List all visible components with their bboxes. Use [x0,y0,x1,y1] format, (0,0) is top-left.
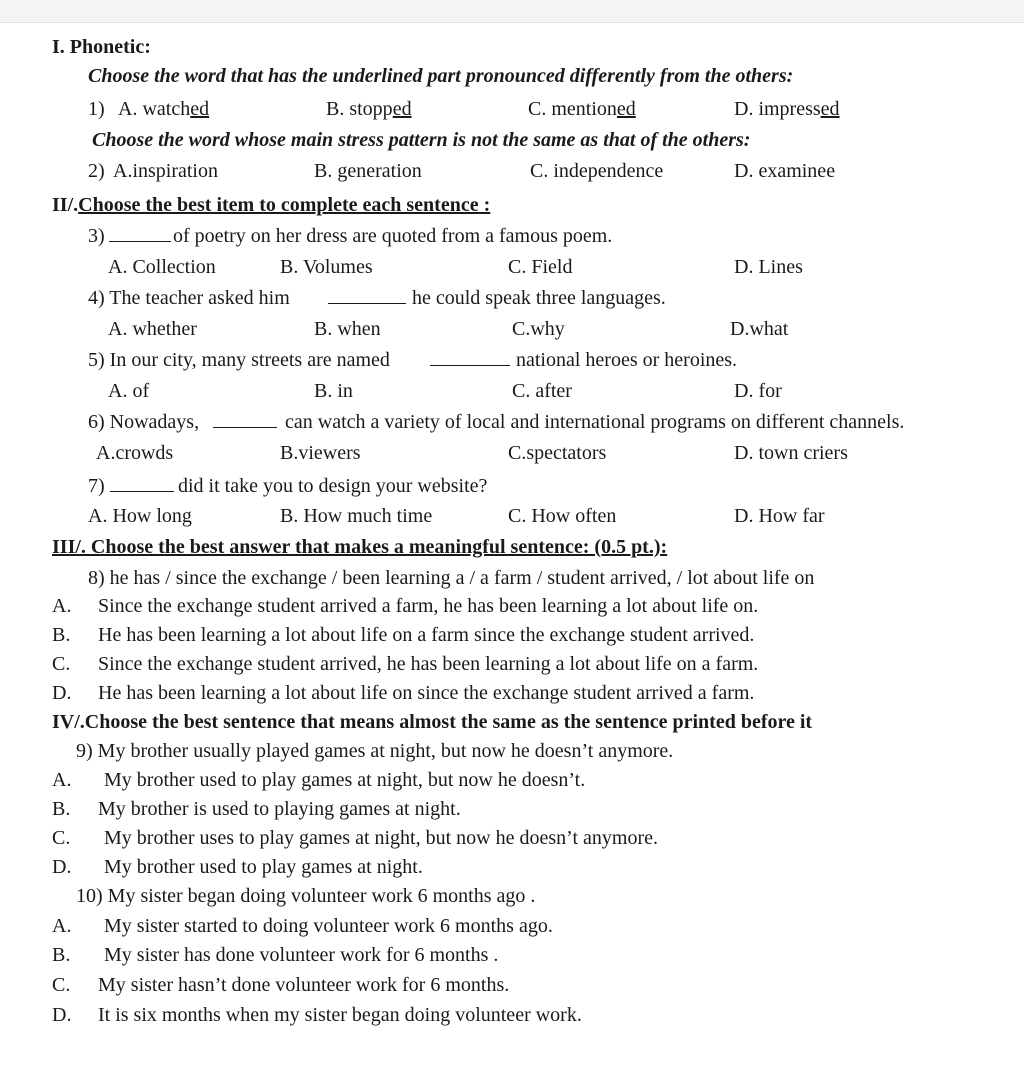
q10-prompt: 10) My sister began doing volunteer work 6 months ago . [76,885,536,907]
q8-option-d-letter: D. [52,682,72,704]
q7-option-c: C. How often [508,505,617,527]
q2-option-b: B. generation [314,160,422,182]
q1-option-c: C. mentioned [528,98,636,120]
q2-option-d: D. examinee [734,160,836,182]
q2-option-a: A.inspiration [113,160,218,182]
q8-prompt: 8) he has / since the exchange / been learning a / a farm / student arrived, / lot about life on [88,567,815,589]
q9-option-a-text: My brother used to play games at night, but now he doesn’t. [104,769,586,791]
section-2-heading: II/.Choose the best item to complete each sentence : [52,194,491,216]
q3-text: of poetry on her dress are quoted from a famous poem. [173,225,613,247]
q4-text-before: 4) The teacher asked him [88,287,290,309]
section-1-instruction-2: Choose the word whose main stress pattern is not the same as that of the others: [92,129,751,151]
q6-option-b: B.viewers [280,442,361,464]
q8-option-a-text: Since the exchange student arrived a farm, he has been learning a lot about life on. [98,595,759,617]
q3-option-a: A. Collection [108,256,216,278]
q1-option-d: D. impressed [734,98,840,120]
q5-option-d: D. for [734,380,782,402]
q4-text-after: he could speak three languages. [412,287,666,309]
q8-option-b-letter: B. [52,624,71,646]
q7-text: did it take you to design your website? [178,475,488,497]
q5-option-a: A. of [108,380,150,402]
q5-option-c: C. after [512,380,572,402]
q1-number: 1) [88,98,105,120]
q6-text-after: can watch a variety of local and international programs on different channels. [285,411,905,433]
q6-option-d: D. town criers [734,442,848,464]
q6-option-c: C.spectators [508,442,607,464]
q10-option-d-letter: D. [52,1004,72,1026]
q7-option-a: A. How long [88,505,192,527]
q2-number: 2) [88,160,105,182]
q4-option-c: C.why [512,318,565,340]
q3-option-b: B. Volumes [280,256,373,278]
q10-option-b-text: My sister has done volunteer work for 6 months . [104,944,499,966]
q7-number: 7) [88,475,105,497]
q4-option-d: D.what [730,318,789,340]
q8-option-a-letter: A. [52,595,72,617]
q6-blank [213,410,277,434]
q8-option-c-text: Since the exchange student arrived, he has been learning a lot about life on a farm. [98,653,759,675]
q3-blank [109,224,171,248]
q9-option-d-text: My brother used to play games at night. [104,856,423,878]
q8-option-c-letter: C. [52,653,71,675]
q5-blank [430,348,510,372]
q1-option-b: B. stopped [326,98,412,120]
q6-text-before: 6) Nowadays, [88,411,200,433]
q4-option-a: A. whether [108,318,197,340]
q5-text-before: 5) In our city, many streets are named [88,349,390,371]
q6-option-a: A.crowds [96,442,174,464]
q3-option-d: D. Lines [734,256,803,278]
q10-option-d-text: It is six months when my sister began doing volunteer work. [98,1004,582,1026]
section-1-heading: I. Phonetic: [52,36,151,58]
q9-option-c-letter: C. [52,827,71,849]
q9-option-c-text: My brother uses to play games at night, but now he doesn’t anymore. [104,827,658,849]
q5-option-b: B. in [314,380,353,402]
q3-number: 3) [88,225,105,247]
section-4-heading: IV/.Choose the best sentence that means almost the same as the sentence printed before it [52,711,813,733]
q1-option-a: A. watched [118,98,210,120]
q7-option-d: D. How far [734,505,825,527]
q4-blank [328,286,406,310]
q8-option-d-text: He has been learning a lot about life on since the exchange student arrived a farm. [98,682,755,704]
q10-option-c-letter: C. [52,974,71,996]
q9-option-b-text: My brother is used to playing games at night. [98,798,461,820]
q9-option-d-letter: D. [52,856,72,878]
q9-option-a-letter: A. [52,769,72,791]
q7-blank [110,474,174,498]
q9-option-b-letter: B. [52,798,71,820]
q3-option-c: C. Field [508,256,573,278]
q10-option-c-text: My sister hasn’t done volunteer work for 6 months. [98,974,510,996]
q10-option-a-letter: A. [52,915,72,937]
q7-option-b: B. How much time [280,505,433,527]
section-1-instruction-1: Choose the word that has the underlined part pronounced differently from the others: [88,65,794,87]
section-3-heading: III/. Choose the best answer that makes a meaningful sentence: (0.5 pt.): [52,536,668,558]
q4-option-b: B. when [314,318,381,340]
q10-option-a-text: My sister started to doing volunteer work 6 months ago. [104,915,553,937]
q10-option-b-letter: B. [52,944,71,966]
q9-prompt: 9) My brother usually played games at night, but now he doesn’t anymore. [76,740,674,762]
q8-option-b-text: He has been learning a lot about life on a farm since the exchange student arrived. [98,624,755,646]
q2-option-c: C. independence [530,160,664,182]
q5-text-after: national heroes or heroines. [516,349,738,371]
